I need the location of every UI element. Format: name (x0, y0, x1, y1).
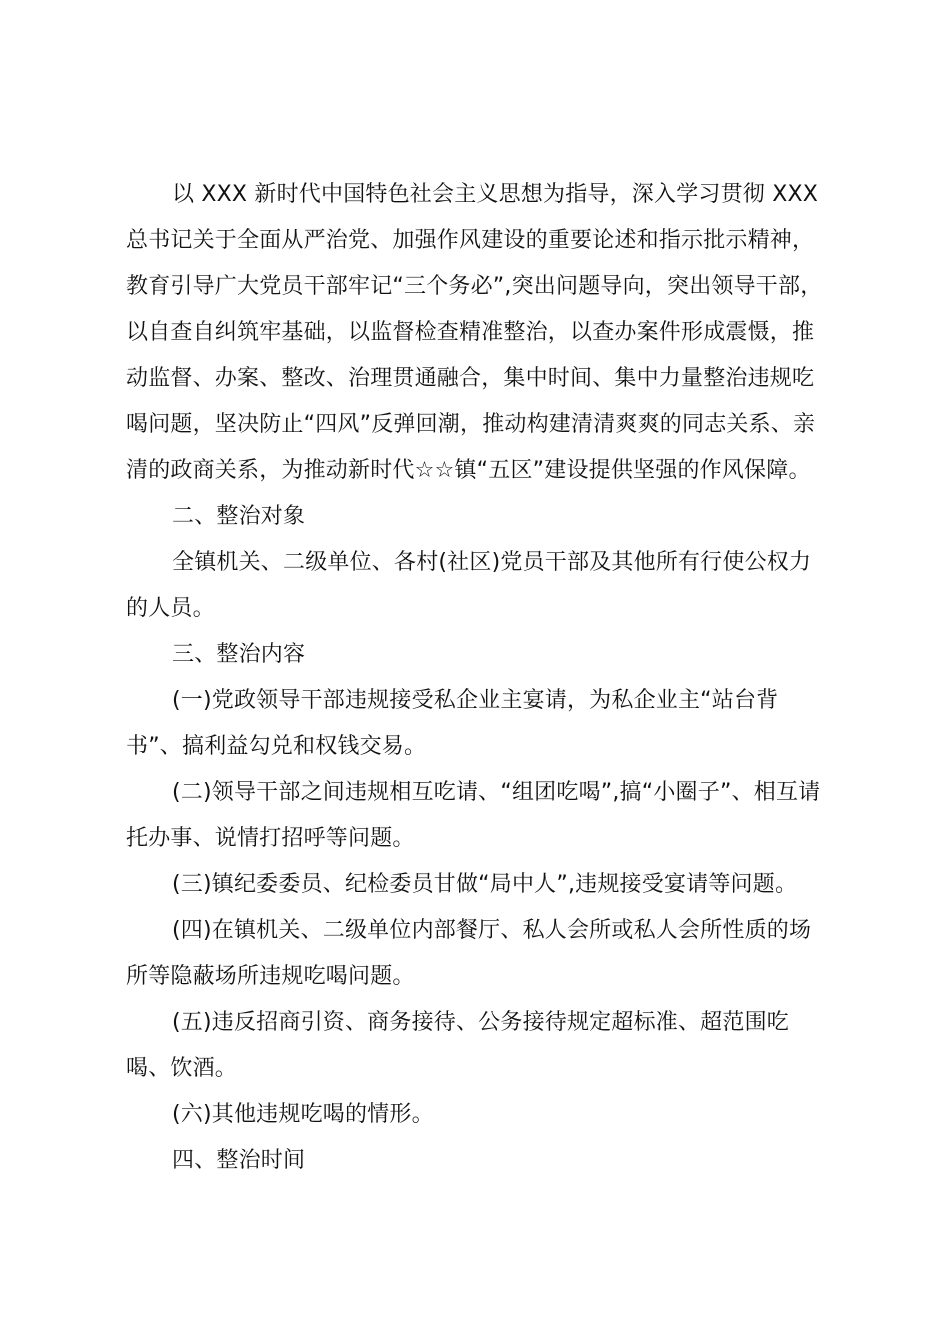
paragraph-guiding-thought-line-5: 动监督、办案、整改、治理贯通融合，集中时间、集中力量整治违规吃 (126, 366, 815, 391)
list-item-1-line-1: (一)党政领导干部违规接受私企业主宴请，为私企业主“站台背 (172, 688, 779, 713)
list-item-1-line-2: 书”、搞利益勾兑和权钱交易。 (126, 734, 427, 759)
paragraph-guiding-thought-line-3: 教育引导广大党员干部牢记“三个务必”,突出问题导向，突出领导干部， (126, 274, 823, 299)
paragraph-guiding-thought-line-2: 总书记关于全面从严治党、加强作风建设的重要论述和指示批示精神， (126, 228, 815, 253)
list-item-5-line-1: (五)违反招商引资、商务接待、公务接待规定超标准、超范围吃 (172, 1010, 789, 1035)
paragraph-guiding-thought-line-1: 以 XXX 新时代中国特色社会主义思想为指导，深入学习贯彻 XXX (172, 182, 819, 207)
list-item-3: (三)镇纪委委员、纪检委员甘做“局中人”,违规接受宴请等问题。 (172, 872, 798, 897)
paragraph-targets-line-2: 的人员。 (126, 596, 215, 621)
list-item-2-line-2: 托办事、说情打招呼等问题。 (126, 826, 415, 851)
paragraph-guiding-thought-line-4: 以自查自纠筑牢基础，以监督检查精准整治，以查办案件形成震慑，推 (126, 320, 815, 345)
list-item-4-line-2: 所等隐蔽场所违规吃喝问题。 (126, 964, 415, 989)
list-item-2-line-1: (二)领导干部之间违规相互吃请、“组团吃喝”,搞“小圈子”、相互请 (172, 780, 821, 805)
section-heading-content: 三、整治内容 (172, 642, 306, 667)
section-heading-time: 四、整治时间 (172, 1148, 306, 1173)
list-item-5-line-2: 喝、饮酒。 (126, 1056, 238, 1081)
paragraph-guiding-thought-line-7: 清的政商关系，为推动新时代☆☆镇“五区”建设提供坚强的作风保障。 (126, 458, 811, 483)
paragraph-targets-line-1: 全镇机关、二级单位、各村(社区)党员干部及其他所有行使公权力 (172, 550, 812, 575)
section-heading-targets: 二、整治对象 (172, 504, 306, 529)
list-item-4-line-1: (四)在镇机关、二级单位内部餐厅、私人会所或私人会所性质的场 (172, 918, 812, 943)
paragraph-guiding-thought-line-6: 喝问题，坚决防止“四风”反弹回潮，推动构建清清爽爽的同志关系、亲 (126, 412, 816, 437)
list-item-6: (六)其他违规吃喝的情形。 (172, 1102, 434, 1127)
